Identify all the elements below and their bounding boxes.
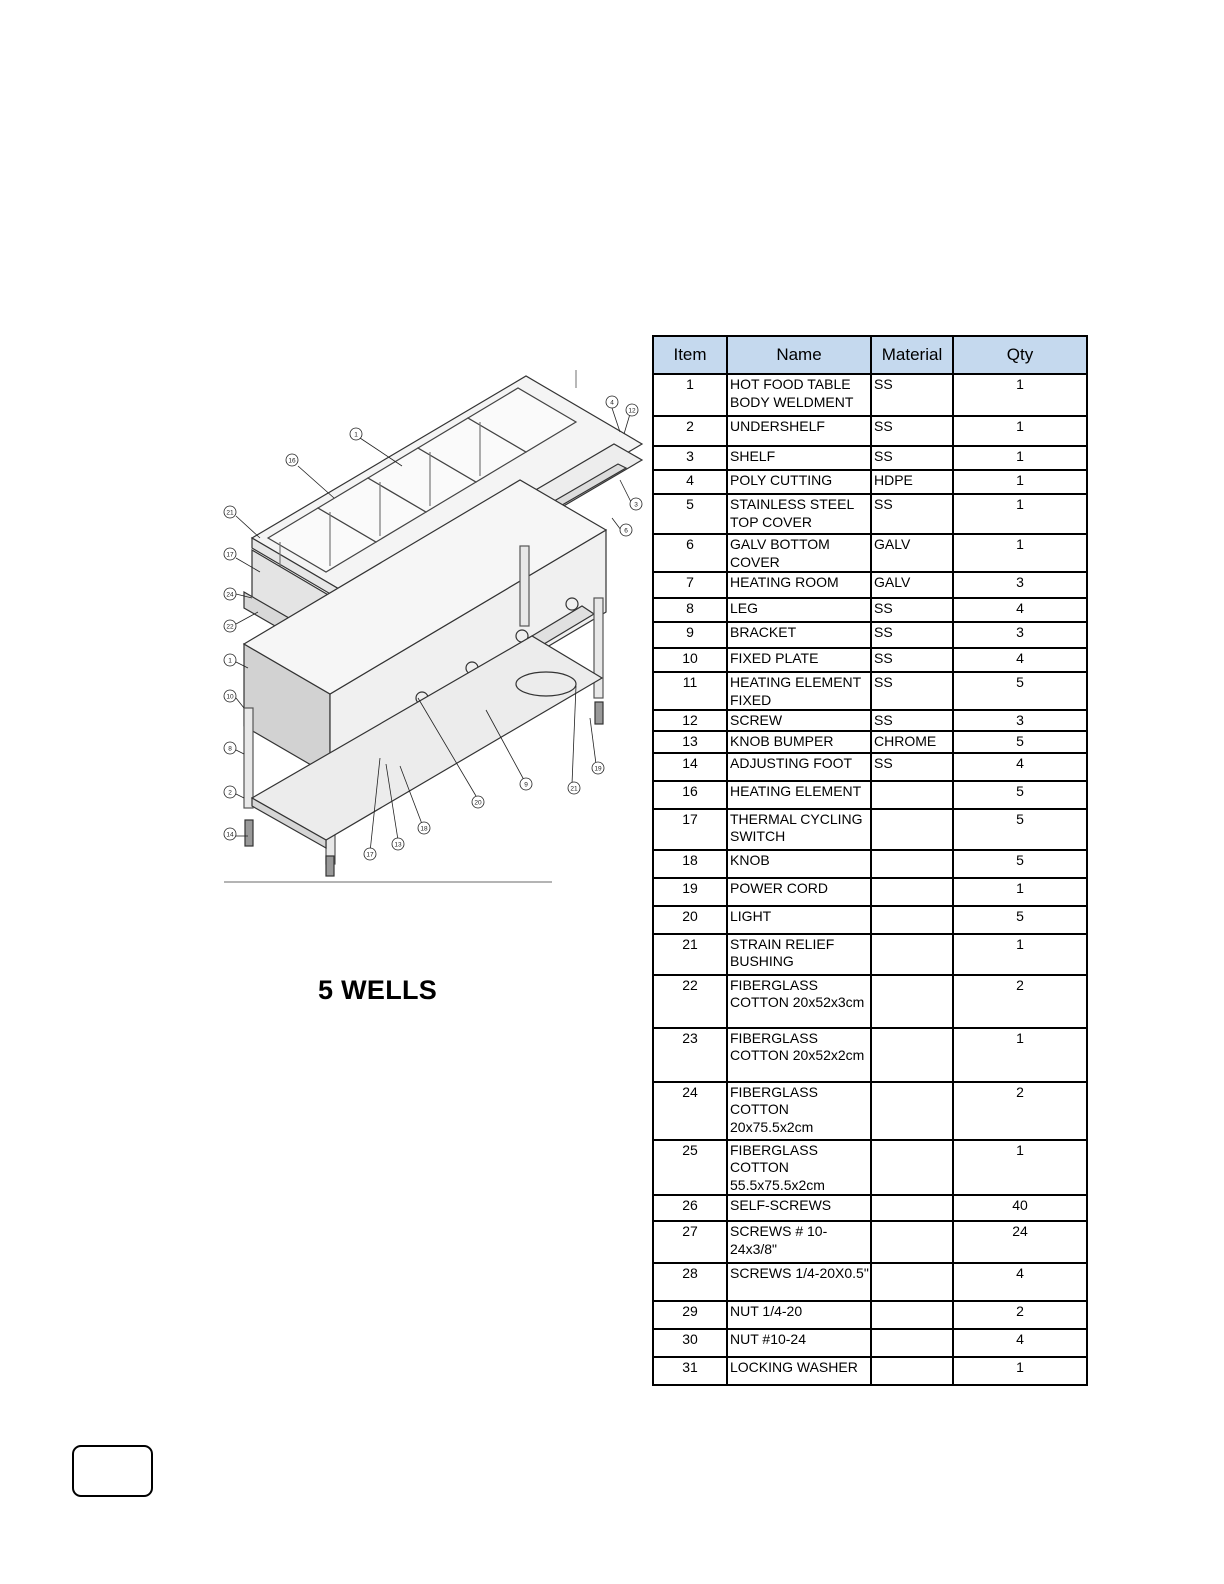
cell-material: GALV [871,572,953,598]
cell-material [871,1221,953,1263]
callout-number: 8 [228,745,232,753]
cell-name: GALV BOTTOM COVER [727,534,871,572]
cell-name: SHELF [727,446,871,470]
cell-qty: 4 [953,598,1087,622]
table-row [653,374,1087,416]
cell-qty: 1 [953,934,1087,975]
cell-name: POLY CUTTING [727,470,871,494]
cell-item: 30 [653,1329,727,1357]
cell-qty: 4 [953,1329,1087,1357]
table-row [653,534,1087,572]
cell-qty: 1 [953,1357,1087,1385]
cell-name: UNDERSHELF [727,416,871,446]
cell-qty: 1 [953,416,1087,446]
cell-item: 25 [653,1140,727,1196]
callout-number: 16 [288,457,296,465]
cell-name: HEATING ELEMENT FIXED [727,672,871,710]
cell-qty: 2 [953,975,1087,1028]
cell-name: FIBERGLASS COTTON 20x52x2cm [727,1028,871,1082]
exploded-view-diagram [222,368,644,888]
cell-item: 31 [653,1357,727,1385]
cell-material: HDPE [871,470,953,494]
cell-material [871,1329,953,1357]
table-row [653,1028,1087,1082]
cell-name: FIBERGLASS COTTON 55.5x75.5x2cm [727,1140,871,1196]
cell-material [871,1263,953,1301]
cell-name: ADJUSTING FOOT [727,753,871,781]
cell-name: SELF-SCREWS [727,1195,871,1221]
cell-qty: 5 [953,809,1087,850]
table-row [653,1357,1087,1385]
cell-name: STAINLESS STEEL TOP COVER [727,494,871,534]
cell-item: 22 [653,975,727,1028]
cell-name: THERMAL CYCLING SWITCH [727,809,871,850]
callout-number: 18 [420,825,428,833]
table-row [653,572,1087,598]
cell-item: 11 [653,672,727,710]
table-row [653,622,1087,648]
callout-number: 17 [226,551,234,559]
cell-material [871,934,953,975]
cell-name: NUT 1/4-20 [727,1301,871,1329]
cell-qty: 1 [953,446,1087,470]
callout-number: 12 [628,407,636,415]
callout-number: 20 [474,799,482,807]
cell-qty: 1 [953,470,1087,494]
table-row [653,934,1087,975]
cell-name: FIBERGLASS COTTON 20x75.5x2cm [727,1082,871,1140]
column-header-name: Name [727,336,871,374]
cell-item: 18 [653,850,727,878]
cell-name: SCREW [727,710,871,731]
cell-material [871,1195,953,1221]
cell-name: LIGHT [727,906,871,934]
cell-name: SCREWS # 10-24x3/8" [727,1221,871,1263]
table-row [653,975,1087,1028]
cell-qty: 4 [953,753,1087,781]
cell-material: SS [871,648,953,672]
callout-number: 19 [594,765,602,773]
cell-material [871,809,953,850]
cell-name: KNOB BUMPER [727,731,871,753]
cell-material [871,906,953,934]
cell-name: HEATING ROOM [727,572,871,598]
cell-material: SS [871,374,953,416]
cell-material: SS [871,494,953,534]
callout-number: 6 [624,527,628,535]
cell-qty: 5 [953,672,1087,710]
cell-material: SS [871,622,953,648]
callout-number: 1 [228,657,232,665]
cell-qty: 1 [953,1028,1087,1082]
cell-item: 19 [653,878,727,906]
cell-item: 4 [653,470,727,494]
callout-number: 3 [634,501,638,509]
cell-qty: 2 [953,1301,1087,1329]
cell-name: FIXED PLATE [727,648,871,672]
cell-item: 8 [653,598,727,622]
cell-qty: 1 [953,1140,1087,1196]
cell-item: 27 [653,1221,727,1263]
table-row [653,1221,1087,1263]
cell-name: HOT FOOD TABLE BODY WELDMENT [727,374,871,416]
figure-caption: 5 WELLS [318,975,438,1005]
cell-qty: 2 [953,1082,1087,1140]
cell-name: HEATING ELEMENT [727,781,871,809]
cell-qty: 5 [953,906,1087,934]
cell-material: GALV [871,534,953,572]
page-number-box [72,1445,153,1497]
cell-qty: 5 [953,781,1087,809]
table-row [653,470,1087,494]
cell-material [871,781,953,809]
table-row [653,781,1087,809]
table-row [653,1301,1087,1329]
callout-number: 22 [226,623,234,631]
cell-item: 5 [653,494,727,534]
cell-qty: 3 [953,710,1087,731]
cell-name: POWER CORD [727,878,871,906]
cell-qty: 1 [953,878,1087,906]
cell-material: SS [871,710,953,731]
parts-list-table [652,335,1088,1386]
cell-material: SS [871,672,953,710]
table-header-row [653,336,1087,374]
cell-material: SS [871,416,953,446]
cell-qty: 3 [953,572,1087,598]
cell-material [871,850,953,878]
cell-qty: 5 [953,850,1087,878]
table-row [653,1329,1087,1357]
cell-item: 13 [653,731,727,753]
table-row [653,598,1087,622]
column-header-item: Item [653,336,727,374]
cell-material [871,1357,953,1385]
callout-number: 4 [610,399,614,407]
cell-item: 12 [653,710,727,731]
cell-item: 17 [653,809,727,850]
cell-item: 3 [653,446,727,470]
table-row [653,416,1087,446]
cell-material [871,1028,953,1082]
callout-number: 14 [226,831,234,839]
column-header-material: Material [871,336,953,374]
cell-item: 28 [653,1263,727,1301]
cell-material: SS [871,598,953,622]
table-row [653,494,1087,534]
table-row [653,809,1087,850]
cell-item: 1 [653,374,727,416]
callout-number: 10 [226,693,234,701]
cell-name: SCREWS 1/4-20X0.5" [727,1263,871,1301]
cell-name: BRACKET [727,622,871,648]
cell-qty: 24 [953,1221,1087,1263]
cell-name: NUT #10-24 [727,1329,871,1357]
cell-item: 7 [653,572,727,598]
cell-qty: 4 [953,1263,1087,1301]
table-row [653,850,1087,878]
table-row [653,878,1087,906]
parts-list-body [653,374,1087,1385]
callout-number: 21 [226,509,234,517]
cell-item: 26 [653,1195,727,1221]
callout-number: 9 [524,781,528,789]
callout-number: 2 [228,789,232,797]
table-row [653,672,1087,710]
cell-item: 9 [653,622,727,648]
cell-qty: 4 [953,648,1087,672]
cell-qty: 5 [953,731,1087,753]
column-header-qty: Qty [953,336,1087,374]
callout-number: 13 [394,841,402,849]
cell-item: 10 [653,648,727,672]
table-row [653,446,1087,470]
cell-item: 24 [653,1082,727,1140]
cell-name: FIBERGLASS COTTON 20x52x3cm [727,975,871,1028]
table-row [653,753,1087,781]
table-row [653,1140,1087,1196]
cell-item: 6 [653,534,727,572]
cell-material [871,975,953,1028]
cell-item: 23 [653,1028,727,1082]
cell-qty: 1 [953,374,1087,416]
table-row [653,648,1087,672]
cell-material [871,878,953,906]
callout-number: 17 [366,851,374,859]
cell-qty: 40 [953,1195,1087,1221]
cell-name: LEG [727,598,871,622]
cell-qty: 1 [953,494,1087,534]
cell-qty: 1 [953,534,1087,572]
table-row [653,731,1087,753]
callout-number: 24 [226,591,234,599]
cell-item: 2 [653,416,727,446]
cell-material: CHROME [871,731,953,753]
callout-number: 1 [354,431,358,439]
cell-item: 29 [653,1301,727,1329]
table-row [653,906,1087,934]
cell-material [871,1140,953,1196]
cell-material [871,1082,953,1140]
cell-material: SS [871,753,953,781]
table-row [653,1082,1087,1140]
cell-name: STRAIN RELIEF BUSHING [727,934,871,975]
cell-item: 16 [653,781,727,809]
cell-name: LOCKING WASHER [727,1357,871,1385]
cell-item: 20 [653,906,727,934]
table-row [653,1195,1087,1221]
cell-item: 14 [653,753,727,781]
table-row [653,1263,1087,1301]
cell-qty: 3 [953,622,1087,648]
cell-material [871,1301,953,1329]
table-row [653,710,1087,731]
cell-item: 21 [653,934,727,975]
callout-number: 21 [570,785,578,793]
cell-name: KNOB [727,850,871,878]
cell-material: SS [871,446,953,470]
